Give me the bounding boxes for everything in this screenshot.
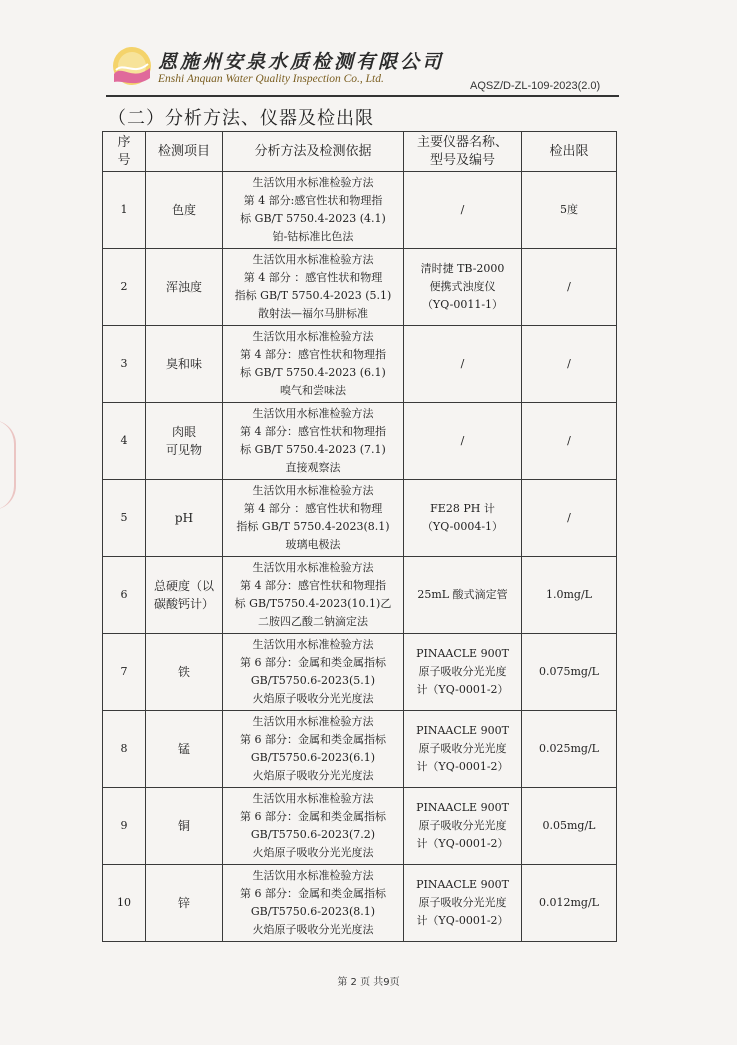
cell-line: 锌: [177, 896, 190, 910]
cell-line: 生活饮用水标准检验方法: [252, 561, 374, 574]
cell-limit: /: [522, 249, 617, 326]
cell-item: [146, 865, 223, 942]
cell-line: PINAACLE 900T: [416, 878, 509, 891]
table-row: [103, 711, 617, 788]
cell-item: [146, 249, 223, 326]
cell-method: [223, 403, 404, 480]
cell-line: 第 4 部分：感官性状和物理指: [240, 579, 386, 592]
table-row: [103, 634, 617, 711]
cell-no: 8: [103, 711, 146, 788]
cell-method: [223, 788, 404, 865]
cell-line: PINAACLE 900T: [416, 724, 509, 737]
cell-line: 火焰原子吸收分光光度法: [252, 769, 374, 782]
cell-limit: 0.05mg/L: [522, 788, 617, 865]
cell-no: 3: [103, 326, 146, 403]
cell-line: 玻璃电极法: [285, 538, 341, 551]
cell-item: [146, 634, 223, 711]
cell-instrument: [404, 249, 522, 326]
cell-no: 9: [103, 788, 146, 865]
cell-line: 原子吸收分光光度: [418, 819, 507, 832]
cell-instrument: [404, 634, 522, 711]
cell-method: [223, 480, 404, 557]
cell-line: 第 4 部分：感官性状和物理指: [240, 425, 386, 438]
cell-line: 散射法—福尔马肼标准: [258, 307, 368, 320]
cell-item: [146, 403, 223, 480]
cell-line: 标 GB/T 5750.4-2023 (7.1): [240, 443, 386, 456]
cell-limit: /: [522, 403, 617, 480]
cell-line: 嗅气和尝味法: [280, 384, 346, 397]
header-method: 分析方法及检测依据: [223, 132, 404, 172]
cell-item: [146, 711, 223, 788]
cell-line: 生活饮用水标准检验方法: [252, 484, 374, 497]
cell-method: [223, 172, 404, 249]
company-name-cn: 恩施州安泉水质检测有限公司: [158, 51, 445, 73]
cell-item: [146, 557, 223, 634]
table-header-row: [103, 132, 617, 172]
table-row: [103, 788, 617, 865]
seal-fragment: [0, 420, 16, 510]
table-row: [103, 480, 617, 557]
cell-line: 第 4 部分 ：感官性状和物理: [243, 502, 383, 515]
cell-limit: /: [522, 326, 617, 403]
cell-limit: 5度: [522, 172, 617, 249]
cell-line: 火焰原子吸收分光光度法: [252, 846, 374, 859]
cell-line: 计（YQ-0001-2）: [416, 914, 509, 927]
cell-line: 火焰原子吸收分光光度法: [252, 692, 374, 705]
cell-line: 指标 GB/T 5750.4-2023 (5.1): [234, 289, 392, 302]
section-title: （二）分析方法、仪器及检出限: [108, 108, 374, 129]
cell-instrument: [404, 480, 522, 557]
table-row: [103, 172, 617, 249]
cell-line: pH: [174, 511, 194, 525]
cell-line: 第 4 部分 ：感官性状和物理: [243, 271, 383, 284]
cell-line: 生活饮用水标准检验方法: [252, 330, 374, 343]
cell-instrument: [404, 557, 522, 634]
table-row: [103, 326, 617, 403]
table-row: [103, 403, 617, 480]
cell-line: PINAACLE 900T: [416, 647, 509, 660]
table-row: [103, 249, 617, 326]
cell-line: 肉眼: [171, 425, 196, 439]
cell-line: 标 GB/T 5750.4-2023 (6.1): [240, 366, 386, 379]
cell-line: 便携式浊度仪: [429, 280, 496, 293]
cell-line: 指标 GB/T 5750.4-2023(8.1): [236, 520, 390, 533]
cell-line: 生活饮用水标准检验方法: [252, 638, 374, 651]
cell-line: 计（YQ-0001-2）: [416, 683, 509, 696]
cell-instrument: [404, 172, 522, 249]
cell-line: 清时捷 TB-2000: [420, 262, 505, 275]
cell-line: （YQ-0004-1）: [421, 520, 504, 533]
cell-line: /: [460, 203, 465, 216]
header-item: 检测项目: [146, 132, 223, 172]
cell-line: 二胺四乙酸二钠滴定法: [258, 615, 368, 628]
cell-line: FE28 PH 计: [430, 502, 495, 515]
cell-line: PINAACLE 900T: [416, 801, 509, 814]
cell-line: 原子吸收分光光度: [418, 896, 507, 909]
cell-line: GB/T5750.6-2023(8.1): [250, 905, 376, 918]
cell-instrument: [404, 403, 522, 480]
company-logo: [110, 44, 154, 88]
cell-line: 第 6 部分：金属和类金属指标: [240, 887, 386, 900]
cell-line: 25mL 酸式滴定管: [417, 588, 508, 601]
cell-line: 色度: [171, 203, 196, 217]
cell-instrument: [404, 788, 522, 865]
header-instrument: 主要仪器名称、 型号及编号: [404, 132, 522, 172]
cell-item: [146, 788, 223, 865]
cell-line: 第 4 部分：感官性状和物理指: [240, 348, 386, 361]
cell-instrument: [404, 711, 522, 788]
cell-item: [146, 172, 223, 249]
cell-instrument: [404, 865, 522, 942]
table-row: [103, 865, 617, 942]
company-name-en: Enshi Anquan Water Quality Inspection Co., Ltd.: [158, 73, 384, 85]
header-limit: 检出限: [522, 132, 617, 172]
cell-line: 可见物: [165, 443, 202, 457]
cell-line: 第 4 部分:感官性状和物理指: [243, 194, 383, 207]
cell-line: 生活饮用水标准检验方法: [252, 869, 374, 882]
cell-line: 臭和味: [165, 357, 202, 371]
page-footer: 第 2 页 共9页: [337, 977, 400, 988]
document-code: AQSZ/D-ZL-109-2023(2.0): [470, 80, 601, 92]
cell-line: 原子吸收分光光度: [418, 665, 507, 678]
cell-line: 生活饮用水标准检验方法: [252, 253, 374, 266]
cell-line: 铁: [177, 665, 190, 679]
cell-no: 6: [103, 557, 146, 634]
cell-instrument: [404, 326, 522, 403]
cell-line: /: [460, 357, 465, 370]
cell-line: GB/T5750.6-2023(6.1): [250, 751, 376, 764]
cell-limit: 0.025mg/L: [522, 711, 617, 788]
cell-line: 生活饮用水标准检验方法: [252, 176, 374, 189]
cell-method: [223, 711, 404, 788]
cell-line: 第 6 部分：金属和类金属指标: [240, 810, 386, 823]
cell-line: /: [460, 434, 465, 447]
cell-limit: /: [522, 480, 617, 557]
table-row: [103, 557, 617, 634]
cell-line: （YQ-0011-1）: [421, 298, 504, 311]
cell-limit: 1.0mg/L: [522, 557, 617, 634]
cell-line: 生活饮用水标准检验方法: [252, 715, 374, 728]
cell-line: 第 6 部分：金属和类金属指标: [240, 656, 386, 669]
cell-no: 10: [103, 865, 146, 942]
cell-method: [223, 634, 404, 711]
cell-no: 1: [103, 172, 146, 249]
cell-line: 铜: [177, 819, 190, 833]
header-no: 序 号: [103, 132, 146, 172]
cell-item: [146, 326, 223, 403]
cell-line: 计（YQ-0001-2）: [416, 837, 509, 850]
cell-no: 4: [103, 403, 146, 480]
cell-line: 计（YQ-0001-2）: [416, 760, 509, 773]
cell-line: 生活饮用水标准检验方法: [252, 792, 374, 805]
cell-method: [223, 865, 404, 942]
cell-line: 标 GB/T 5750.4-2023 (4.1): [240, 212, 386, 225]
cell-method: [223, 557, 404, 634]
cell-limit: 0.012mg/L: [522, 865, 617, 942]
cell-no: 5: [103, 480, 146, 557]
cell-line: GB/T5750.6-2023(5.1): [250, 674, 376, 687]
cell-method: [223, 249, 404, 326]
cell-line: 总硬度（以: [153, 579, 214, 593]
cell-line: 第 6 部分：金属和类金属指标: [240, 733, 386, 746]
cell-line: 直接观察法: [285, 461, 341, 474]
cell-item: [146, 480, 223, 557]
cell-line: 火焰原子吸收分光光度法: [252, 923, 374, 936]
cell-no: 7: [103, 634, 146, 711]
cell-line: 锰: [177, 742, 190, 756]
cell-line: 铂-钴标准比色法: [272, 230, 354, 243]
cell-line: 浑浊度: [165, 280, 202, 294]
cell-line: 标 GB/T5750.4-2023(10.1)乙: [234, 597, 392, 610]
cell-no: 2: [103, 249, 146, 326]
cell-line: GB/T5750.6-2023(7.2): [250, 828, 376, 841]
table-body: [103, 172, 617, 942]
cell-line: 原子吸收分光光度: [418, 742, 507, 755]
cell-line: 生活饮用水标准检验方法: [252, 407, 374, 420]
cell-limit: 0.075mg/L: [522, 634, 617, 711]
cell-line: 碳酸钙计）: [153, 597, 214, 611]
methods-table: [102, 131, 617, 942]
cell-method: [223, 326, 404, 403]
header-divider: [106, 95, 619, 97]
